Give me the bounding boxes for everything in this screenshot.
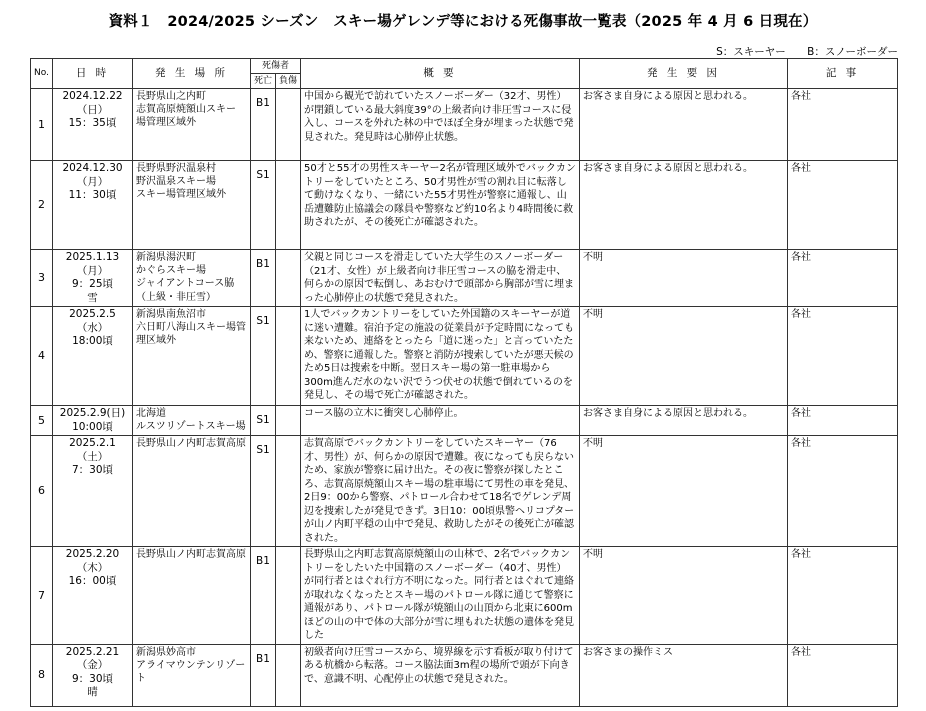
- row-location: [133, 436, 251, 547]
- row-death: B1: [251, 644, 276, 706]
- row-injury: [276, 547, 301, 645]
- row-death: S1: [251, 436, 276, 547]
- datetime-line: （金）: [76, 659, 109, 671]
- location-line: かぐらスキー場: [136, 265, 206, 277]
- row-cause: 不明: [580, 250, 788, 307]
- location-line: 新潟県湯沢町: [136, 252, 196, 263]
- row-injury: [276, 406, 301, 436]
- datetime-line: 15：35頃: [68, 117, 117, 129]
- datetime-line: （月）: [76, 264, 109, 277]
- row-datetime: [53, 161, 133, 250]
- datetime-line: 2024.12.30: [62, 162, 123, 174]
- row-injury: [276, 307, 301, 406]
- row-location: [133, 161, 251, 250]
- row-death: S1: [251, 406, 276, 436]
- row-location: [133, 644, 251, 706]
- row-number: 6: [31, 436, 53, 547]
- datetime-line: 2025.2.9(日): [59, 407, 126, 419]
- row-death: B1: [251, 250, 276, 307]
- row-death: B1: [251, 547, 276, 645]
- row-summary: 1人でバックカントリーをしていた外国籍のスキーヤーが道に迷い遭難。宿泊予定の施設の従業員が予定時間になっても来ないため、連絡をとったら「道に迷った」と言っていたため、警察に通報した。警察と消防が捜索していたが悪天候のため5日は捜索を中断。翌日スキー場の第一駐車場から300m進んだ水のない沢でうつ伏せの状態で倒れているのを発見し、その場で死亡が確認された。: [301, 307, 580, 406]
- location-line: ト: [136, 672, 146, 684]
- row-notes: 各社: [788, 307, 898, 406]
- location-line: 新潟県妙高市: [136, 646, 196, 658]
- row-summary: コース脇の立木に衝突し心肺停止。: [301, 406, 580, 436]
- row-location: [133, 307, 251, 406]
- row-summary: 中国から観光で訪れていたスノーボーダー（32才、男性）が閉鎖している最大斜度39°の上級者向け非圧雪コースに侵入し、コースを外れた林の中でほぼ全身が埋まった状態で発見された。発見時は心肺停止状態。: [301, 89, 580, 161]
- row-notes: 各社: [788, 89, 898, 161]
- location-line: 野沢温泉スキー場: [136, 176, 216, 188]
- row-injury: [276, 89, 301, 161]
- row-cause: お客さまの操作ミス: [580, 644, 788, 706]
- table-row: [31, 436, 898, 547]
- row-cause: お客さま自身による原因と思われる。: [580, 89, 788, 161]
- location-line: 六日町八海山スキー場管: [136, 322, 246, 334]
- datetime-line: （木）: [76, 561, 109, 574]
- row-number: 2: [31, 161, 53, 250]
- location-line: 長野県野沢温泉村: [136, 163, 216, 174]
- row-injury: [276, 161, 301, 250]
- row-location: [133, 89, 251, 161]
- datetime-line: 10:00頃: [72, 420, 113, 433]
- table-row: [31, 547, 898, 645]
- row-injury: [276, 436, 301, 547]
- row-datetime: [53, 307, 133, 406]
- row-datetime: [53, 547, 133, 645]
- row-cause: 不明: [580, 307, 788, 406]
- datetime-line: 9：30頃: [71, 672, 114, 685]
- header-notes: 記 事: [788, 59, 898, 89]
- row-datetime: [53, 436, 133, 547]
- table-row: [31, 89, 898, 161]
- datetime-line: （月）: [76, 175, 109, 188]
- row-injury: [276, 250, 301, 307]
- datetime-line: 雪: [87, 291, 98, 304]
- location-line: 北海道: [136, 408, 166, 419]
- datetime-line: 2024.12.22: [62, 90, 123, 102]
- header-death: 死亡: [251, 74, 276, 89]
- location-line: （上級・非圧雪）: [136, 291, 216, 303]
- row-cause: お客さま自身による原因と思われる。: [580, 406, 788, 436]
- row-summary: 長野県山之内町志賀高原焼額山の山林で、2名でバックカントリーをしたいた中国籍のスノーボーダー（40才、男性）が同行者とはぐれ行方不明になった。同行者とはぐれて連絡が取れなくなったとスキー場のパトロール隊に通じて警察に通報があり、パトロール隊が焼額山の山頂から北東に600mほどの山の中で体の大部分が雪に埋もれた状態の遺体を発見した: [301, 547, 580, 645]
- row-death: S1: [251, 307, 276, 406]
- row-notes: 各社: [788, 161, 898, 250]
- location-line: 志賀高原焼額山スキー: [136, 104, 236, 116]
- location-line: 理区域外: [136, 335, 176, 347]
- row-number: 5: [31, 406, 53, 436]
- accident-table: [30, 58, 898, 707]
- header-casualties: 死傷者: [251, 59, 301, 74]
- row-notes: 各社: [788, 406, 898, 436]
- table-row: [31, 250, 898, 307]
- table-row: [31, 307, 898, 406]
- row-summary: 50才と55才の男性スキーヤー2名が管理区域外でバックカントリーをしていたところ、50才男性が雪の割れ目に転落して動けなくなり、一緒にいた55才男性が警察に通報し、山岳遭難防止協議会の隊員や警察など約10名より4時間後に救助されたが、その後死亡が確認された。: [301, 161, 580, 250]
- location-line: 長野県山ノ内町志賀高原: [136, 438, 246, 449]
- row-datetime: [53, 406, 133, 436]
- datetime-line: 2025.2.20: [65, 548, 120, 560]
- datetime-line: 18:00頃: [72, 335, 113, 347]
- row-datetime: [53, 644, 133, 706]
- row-datetime: [53, 89, 133, 161]
- datetime-line: （日）: [76, 103, 109, 116]
- row-datetime: [53, 250, 133, 307]
- header-summary: 概 要: [301, 59, 580, 89]
- location-line: 長野県山ノ内町志賀高原: [136, 549, 246, 560]
- header-location: 発 生 場 所: [133, 59, 251, 89]
- row-cause: お客さま自身による原因と思われる。: [580, 161, 788, 250]
- row-death: S1: [251, 161, 276, 250]
- datetime-line: 16：00頃: [68, 575, 117, 587]
- row-number: 3: [31, 250, 53, 307]
- datetime-line: （水）: [76, 321, 109, 334]
- table-row: [31, 406, 898, 436]
- location-line: スキー場管理区域外: [136, 189, 226, 201]
- datetime-line: 晴: [87, 686, 98, 698]
- datetime-line: 2025.2.1: [69, 437, 116, 449]
- header-cause: 発 生 要 因: [580, 59, 788, 89]
- datetime-line: （土）: [76, 450, 109, 463]
- row-injury: [276, 644, 301, 706]
- row-summary: 初級者向け圧雪コースから、境界線を示す看板が取り付けてある杭橋から転落。コース脇法面3m程の場所で頭が下向きで、意識不明、心配停止の状態で発見された。: [301, 644, 580, 706]
- document-title: 資料１ 2024/2025 シーズン スキー場ゲレンデ等における死傷事故一覧表（2025 年 4 月 6 日現在）: [108, 14, 818, 30]
- location-line: ジャイアントコース脇: [136, 278, 235, 290]
- table-row: [31, 161, 898, 250]
- row-number: 4: [31, 307, 53, 406]
- row-notes: 各社: [788, 644, 898, 706]
- header-no: No.: [31, 59, 53, 89]
- header-injury: 負傷: [276, 74, 301, 89]
- datetime-line: 2025.1.13: [65, 251, 120, 263]
- datetime-line: 2025.2.21: [65, 645, 120, 658]
- header-datetime: 日 時: [53, 59, 133, 89]
- row-cause: 不明: [580, 436, 788, 547]
- location-line: アライマウンテンリゾー: [136, 659, 246, 671]
- row-notes: 各社: [788, 436, 898, 547]
- datetime-line: 11：30頃: [68, 189, 117, 201]
- row-location: [133, 406, 251, 436]
- row-number: 8: [31, 644, 53, 706]
- row-number: 1: [31, 89, 53, 161]
- datetime-line: 7：30頃: [71, 464, 114, 476]
- row-number: 7: [31, 547, 53, 645]
- row-notes: 各社: [788, 547, 898, 645]
- location-line: 場管理区域外: [136, 117, 196, 129]
- location-line: ルスツリゾートスキー場: [136, 421, 246, 433]
- row-cause: 不明: [580, 547, 788, 645]
- location-line: 長野県山之内町: [136, 91, 206, 102]
- legend-skier: S：スキーヤー: [716, 46, 786, 58]
- row-location: [133, 250, 251, 307]
- datetime-line: 2025.2.5: [69, 308, 116, 320]
- row-death: B1: [251, 89, 276, 161]
- location-line: 新潟県南魚沼市: [136, 309, 206, 320]
- row-summary: 父親と同じコースを滑走していた大学生のスノーボーダー（21才、女性）が上級者向け非圧雪コースの脇を滑走中、何らかの原因で転倒し、あおむけで頭部から胸部が雪に埋まった心肺停止の状態で発見された。: [301, 250, 580, 307]
- row-summary: 志賀高原でバックカントリーをしていたスキーヤー（76才、男性）が、何らかの原因で遭難。夜になっても戻らないため、家族が警察に届け出た。その夜に警察が探したところ、志賀高原焼額山スキー場の駐車場にて男性の車を発見、2日9：00から警察、パトロール合わせて18名でゲレンデ周辺を捜索したが発見できず。3日10：00頃県警ヘリコプターが山ノ内町平穏の山中で発見、救助したがその後死亡が確認された。: [301, 436, 580, 547]
- legend: [698, 44, 898, 59]
- row-notes: 各社: [788, 250, 898, 307]
- datetime-line: 9：25頃: [71, 278, 114, 290]
- row-location: [133, 547, 251, 645]
- legend-boarder: B：スノーボーダー: [807, 46, 898, 58]
- table-row: [31, 644, 898, 706]
